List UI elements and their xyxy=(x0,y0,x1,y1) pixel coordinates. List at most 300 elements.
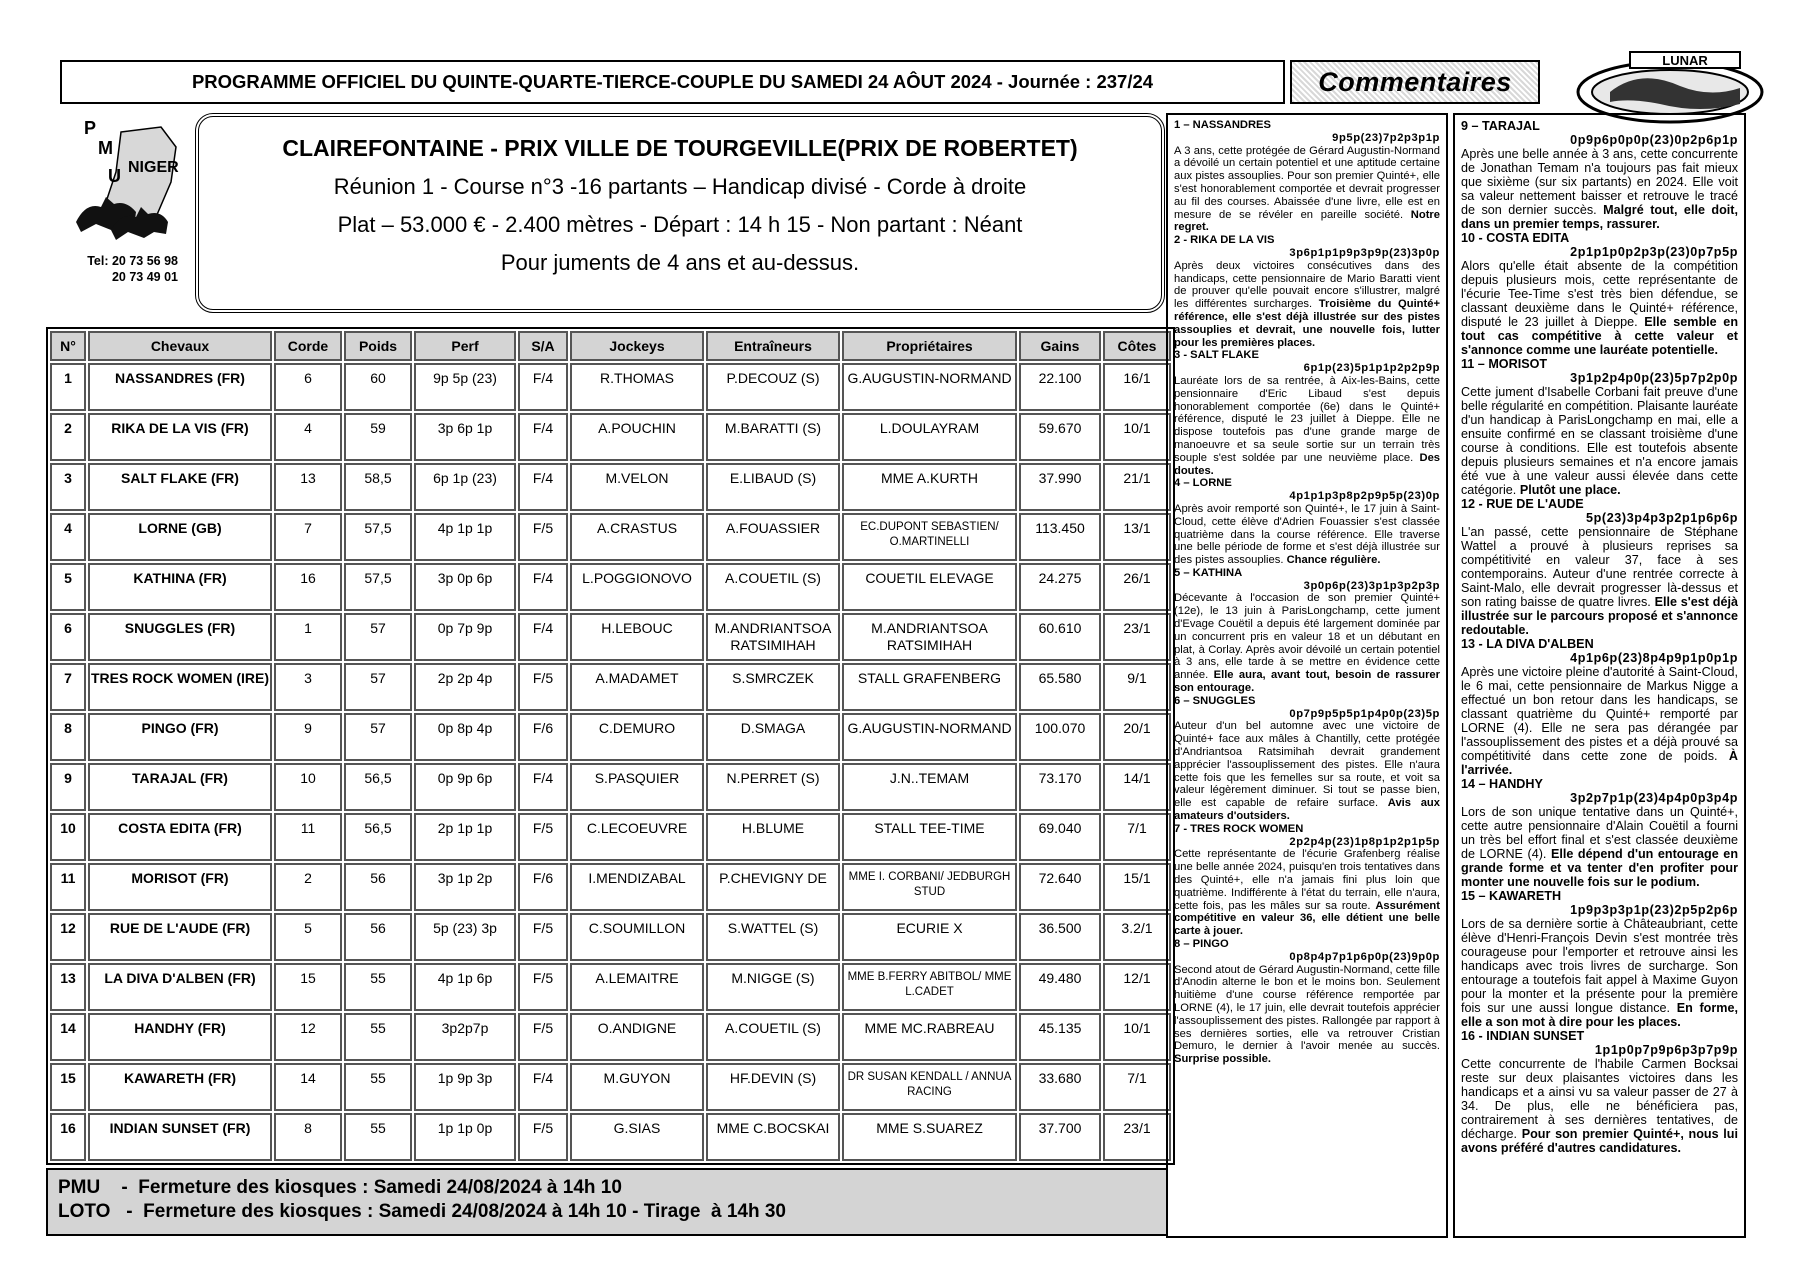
col-header-weight: Poids xyxy=(344,331,412,361)
cell-odds: 15/1 xyxy=(1103,863,1171,911)
table-row xyxy=(50,913,1171,961)
cell-earnings: 37.700 xyxy=(1019,1113,1101,1161)
cell-earnings: 60.610 xyxy=(1019,613,1101,661)
comment-performance: 4p1p6p(23)8p4p9p1p0p1p xyxy=(1570,651,1738,665)
pmu-closing: PMU - Fermeture des kiosques : Samedi 24/08/2024 à 14h 10 xyxy=(58,1177,622,1198)
comment-performance: 1p9p3p3p1p(23)2p5p2p6p xyxy=(1570,903,1738,917)
cell-weight: 56 xyxy=(344,913,412,961)
cell-num: 6 xyxy=(50,613,86,661)
cell-jockey: A.CRASTUS xyxy=(570,513,704,561)
cell-weight: 56 xyxy=(344,863,412,911)
comment-performance: 6p1p(23)5p1p1p2p2p9p xyxy=(1303,362,1440,375)
cell-weight: 60 xyxy=(344,363,412,411)
pmu-niger-logo xyxy=(66,112,196,262)
comment-text-block xyxy=(1174,720,1440,822)
cell-draw: 16 xyxy=(274,563,342,611)
cell-odds: 7/1 xyxy=(1103,1063,1171,1111)
cell-num: 13 xyxy=(50,963,86,1011)
comments-column-1 xyxy=(1166,113,1448,1238)
cell-trainer: S.WATTEL (S) xyxy=(706,913,840,961)
runners-table xyxy=(46,327,1175,1165)
cell-horse: RIKA DE LA VIS (FR) xyxy=(88,413,272,461)
cell-sex-age: F/4 xyxy=(518,763,568,811)
cell-weight: 57 xyxy=(344,663,412,711)
comment-entry xyxy=(1174,695,1440,823)
cell-horse: SNUGGLES (FR) xyxy=(88,613,272,661)
comment-verdict: Elle dépend d'un entourage en grande forme et va tenter d'en profiter pour monter une nouvelle fois sur le podium. xyxy=(1461,847,1739,889)
table-row xyxy=(50,763,1171,811)
cell-perf: 1p 1p 0p xyxy=(414,1113,516,1161)
comment-performance: 3p2p7p1p(23)4p4p0p3p4p xyxy=(1570,791,1738,805)
cell-odds: 12/1 xyxy=(1103,963,1171,1011)
cell-perf: 4p 1p 6p xyxy=(414,963,516,1011)
cell-trainer: M.ANDRIANTSOA RATSIMIHAH xyxy=(706,613,840,661)
comment-entry xyxy=(1174,938,1440,1066)
comment-text: Second atout de Gérard Augustin-Normand, cette fille d'Anodin alterne le bon et le moins bon. Seulement huitième d'une course référence remportée par LORNE (4), le 17 juin, elle devrait toutefois apprécier l'assouplissement des pistes. Rallongée par rapport à ses dernières sorties, elle va retrouver Cristian Demuro, le dernier à l'avoir menée au succès. xyxy=(1174,963,1440,1053)
comment-text: Après deux victoires consécutives dans des handicaps, cette pensionnaire de Mario Baratti vient de prouver qu'elle pouvait encore s'illustrer, malgré les différentes surcharges. xyxy=(1174,259,1440,311)
comment-performance: 0p9p6p0p0p(23)0p2p6p1p xyxy=(1570,133,1738,147)
cell-trainer: M.NIGGE (S) xyxy=(706,963,840,1011)
comment-entry xyxy=(1461,119,1738,231)
comment-horse-name: 12 - RUE DE L'AUDE xyxy=(1461,497,1584,511)
comment-text: Après avoir remporté son Quinté+, le 17 juin à Saint-Cloud, cette élève d'Adrien Fouassier s'est classée quatrième dans la course référence. Elle traverse une belle période de forme et s'est déjà illustrée sur des pistes assouplies. xyxy=(1174,502,1440,567)
cell-owner: MME MC.RABREAU xyxy=(842,1013,1017,1061)
col-header-sex-age: S/A xyxy=(518,331,568,361)
cell-sex-age: F/4 xyxy=(518,563,568,611)
comment-entry xyxy=(1174,477,1440,567)
table-row xyxy=(50,413,1171,461)
cell-trainer: MME C.BOCSKAI xyxy=(706,1113,840,1161)
cell-earnings: 33.680 xyxy=(1019,1063,1101,1111)
program-title: PROGRAMME OFFICIEL DU QUINTE-QUARTE-TIERCE-COUPLE DU SAMEDI 24 AÔUT 2024 - Journée : 237/24 xyxy=(191,71,1154,92)
cell-perf: 3p2p7p xyxy=(414,1013,516,1061)
race-conditions: Réunion 1 - Course n°3 -16 partants – Handicap divisé - Corde à droite xyxy=(333,174,1027,199)
comment-horse-name: 2 - RIKA DE LA VIS xyxy=(1174,234,1275,247)
cell-perf: 2p 2p 4p xyxy=(414,663,516,711)
comment-horse-name: 4 – LORNE xyxy=(1174,477,1232,490)
cell-jockey: A.LEMAITRE xyxy=(570,963,704,1011)
comment-entry xyxy=(1174,567,1440,695)
cell-num: 11 xyxy=(50,863,86,911)
cell-earnings: 24.275 xyxy=(1019,563,1101,611)
cell-weight: 57 xyxy=(344,713,412,761)
cell-sex-age: F/6 xyxy=(518,713,568,761)
col-header-horses: Chevaux xyxy=(88,331,272,361)
cell-owner: STALL TEE-TIME xyxy=(842,813,1017,861)
svg-text:M: M xyxy=(98,138,113,158)
cell-owner: COUETIL ELEVAGE xyxy=(842,563,1017,611)
comment-text-block xyxy=(1174,503,1440,567)
table-row xyxy=(50,863,1171,911)
comment-verdict: Chance régulière. xyxy=(1286,554,1381,567)
cell-num: 7 xyxy=(50,663,86,711)
cell-earnings: 72.640 xyxy=(1019,863,1101,911)
comment-verdict: Elle aura, avant tout, besoin de rassurer son entourage. xyxy=(1174,669,1440,695)
cell-jockey: A.MADAMET xyxy=(570,663,704,711)
cell-owner: G.AUGUSTIN-NORMAND xyxy=(842,363,1017,411)
table-row xyxy=(50,463,1171,511)
cell-sex-age: F/4 xyxy=(518,1063,568,1111)
comment-text-block xyxy=(1461,1057,1738,1155)
cell-jockey: C.DEMURO xyxy=(570,713,704,761)
comment-text-block xyxy=(1174,260,1440,350)
cell-owner: L.DOULAYRAM xyxy=(842,413,1017,461)
cell-trainer: P.CHEVIGNY DE xyxy=(706,863,840,911)
cell-trainer: A.COUETIL (S) xyxy=(706,1013,840,1061)
svg-text:U: U xyxy=(108,166,121,186)
cell-owner: MME S.SUAREZ xyxy=(842,1113,1017,1161)
cell-horse: KAWARETH (FR) xyxy=(88,1063,272,1111)
comment-performance: 5p(23)3p4p3p2p1p6p6p xyxy=(1586,511,1738,525)
comment-text: Cette jument d'Isabelle Corbani fait preuve d'une belle régularité en compétition. Plaisante lauréate d'un handicap à ParisLongchamp en mai, elle a ensuite confirmé en se classant troisième d'une course à conditions. Elle est toutefois absente depuis plusieurs semaines et n'a encore jamais été vue à une valeur aussi élevée dans cette catégorie. xyxy=(1461,385,1738,497)
comment-verdict: Troisième du Quinté+ référence, elle s'est déjà illustrée sur des pistes assouplies et devrait, une nouvelle fois, lutter pour les premières places. xyxy=(1174,298,1440,349)
telephone xyxy=(66,253,178,285)
cell-owner: STALL GRAFENBERG xyxy=(842,663,1017,711)
cell-num: 16 xyxy=(50,1113,86,1161)
cell-sex-age: F/5 xyxy=(518,913,568,961)
col-header-jockeys: Jockeys xyxy=(570,331,704,361)
cell-jockey: I.MENDIZABAL xyxy=(570,863,704,911)
cell-jockey: H.LEBOUC xyxy=(570,613,704,661)
cell-sex-age: F/5 xyxy=(518,963,568,1011)
cell-horse: LORNE (GB) xyxy=(88,513,272,561)
cell-horse: KATHINA (FR) xyxy=(88,563,272,611)
comment-text: Auteur d'un bel automne avec une victoire de Quinté+ face aux mâles à Chantilly, cette protégée d'Andriantsoa Ratsimihah devrait grandement apprécier l'assouplissement des pistes. Elle n'aura cette fois que les femelles sur sa route, et voit sa valeur légèrement diminuer. Si tout se passe bien, elle est capable de refaire surface. xyxy=(1174,720,1440,810)
comment-text: Lauréate lors de sa rentrée, à Aix-les-Bains, cette pensionnaire d'Eric Libaud s'est depuis honorablement comportée (6e) dans le Quinté+ référence, disputé le 23 juillet à Dieppe. Elle ne dispose toutefois pas d'une grande marge de manoeuvre et sa seule sortie sur un terrain très souple s'est soldée par une neuvième place. xyxy=(1174,374,1440,464)
cell-num: 3 xyxy=(50,463,86,511)
table-row xyxy=(50,813,1171,861)
comment-entry xyxy=(1461,231,1738,357)
cell-trainer: N.PERRET (S) xyxy=(706,763,840,811)
table-row xyxy=(50,363,1171,411)
table-row xyxy=(50,563,1171,611)
comment-verdict: Elle semble en tout cas compétitive à cette valeur et s'annonce comme une lauréate potentielle. xyxy=(1461,315,1739,357)
comment-horse-name: 9 – TARAJAL xyxy=(1461,119,1540,133)
table-row xyxy=(50,663,1171,711)
comment-entry xyxy=(1174,234,1440,349)
col-header-owners: Propriétaires xyxy=(842,331,1017,361)
col-header-draw: Corde xyxy=(274,331,342,361)
cell-weight: 55 xyxy=(344,1113,412,1161)
closing-times-box xyxy=(46,1168,1168,1236)
cell-earnings: 113.450 xyxy=(1019,513,1101,561)
cell-odds: 9/1 xyxy=(1103,663,1171,711)
comment-performance: 4p1p1p3p8p2p9p5p(23)0p xyxy=(1289,490,1440,503)
table-row xyxy=(50,1113,1171,1161)
cell-num: 2 xyxy=(50,413,86,461)
comment-horse-name: 3 - SALT FLAKE xyxy=(1174,349,1259,362)
comment-text: Alors qu'elle était absente de la compétition depuis plusieurs mois, cette représentante de l'écurie Tee-Time s'est très bien défendue, se classant deuxième dans le Quinté+ référence, disputé le 23 juillet à Dieppe. xyxy=(1461,259,1738,329)
cell-num: 15 xyxy=(50,1063,86,1111)
cell-jockey: S.PASQUIER xyxy=(570,763,704,811)
cell-num: 9 xyxy=(50,763,86,811)
cell-jockey: M.VELON xyxy=(570,463,704,511)
comment-entry xyxy=(1461,777,1738,889)
cell-earnings: 73.170 xyxy=(1019,763,1101,811)
cell-weight: 57 xyxy=(344,613,412,661)
table-row xyxy=(50,1063,1171,1111)
comment-entry xyxy=(1461,357,1738,497)
cell-trainer: A.FOUASSIER xyxy=(706,513,840,561)
cell-draw: 5 xyxy=(274,913,342,961)
cell-horse: INDIAN SUNSET (FR) xyxy=(88,1113,272,1161)
comment-verdict: Plutôt une place. xyxy=(1519,483,1621,497)
comment-entry xyxy=(1174,349,1440,477)
cell-sex-age: F/4 xyxy=(518,363,568,411)
comment-entry xyxy=(1461,637,1738,777)
cell-trainer: D.SMAGA xyxy=(706,713,840,761)
comment-verdict: Assurément compétitive en valeur 36, elle détient une belle carte à jouer. xyxy=(1174,899,1440,938)
cell-owner: MME I. CORBANI/ JEDBURGH STUD xyxy=(842,863,1017,911)
cell-owner: ECURIE X xyxy=(842,913,1017,961)
cell-draw: 2 xyxy=(274,863,342,911)
cell-odds: 10/1 xyxy=(1103,1013,1171,1061)
cell-draw: 3 xyxy=(274,663,342,711)
cell-horse: HANDHY (FR) xyxy=(88,1013,272,1061)
comment-text: Après une belle année à 3 ans, cette concurrente de Jonathan Temam n'a toujours pas fait mieux que sixième (sur six partants) en 2024. Elle voit sa valeur nettement baisser et retrouve le tracé de son dernier succès. xyxy=(1461,147,1738,217)
cell-draw: 4 xyxy=(274,413,342,461)
table-row xyxy=(50,1013,1171,1061)
cell-draw: 13 xyxy=(274,463,342,511)
cell-odds: 16/1 xyxy=(1103,363,1171,411)
cell-owner: G.AUGUSTIN-NORMAND xyxy=(842,713,1017,761)
loto-closing: LOTO - Fermeture des kiosques : Samedi 24/08/2024 à 14h 10 - Tirage à 14h 30 xyxy=(58,1201,786,1222)
cell-sex-age: F/5 xyxy=(518,1013,568,1061)
comment-performance: 3p1p2p4p0p(23)5p7p2p0p xyxy=(1570,371,1738,385)
comment-verdict: Elle s'est déjà illustrée sur le parcours proposé et s'annonce redoutable. xyxy=(1461,595,1738,637)
table-row xyxy=(50,713,1171,761)
cell-owner: MME B.FERRY ABITBOL/ MME L.CADET xyxy=(842,963,1017,1011)
comment-verdict: Notre regret. xyxy=(1174,208,1441,234)
col-header-earnings: Gains xyxy=(1019,331,1101,361)
comment-verdict: Malgré tout, elle doit, dans un premier temps, rassurer. xyxy=(1461,203,1738,231)
comment-text: Lors de son unique tentative dans un Quinté+, cette autre pensionnaire d'Alain Couëtil a fourni un très bel effort final et s'est classée deuxième de LORNE (4). xyxy=(1461,805,1738,861)
comment-entry xyxy=(1174,119,1440,234)
cell-draw: 6 xyxy=(274,363,342,411)
table-row xyxy=(50,513,1171,561)
cell-earnings: 22.100 xyxy=(1019,363,1101,411)
cell-perf: 0p 7p 9p xyxy=(414,613,516,661)
cell-owner: M.ANDRIANTSOA RATSIMIHAH xyxy=(842,613,1017,661)
cell-perf: 6p 1p (23) xyxy=(414,463,516,511)
cell-jockey: O.ANDIGNE xyxy=(570,1013,704,1061)
cell-sex-age: F/5 xyxy=(518,813,568,861)
table-header-row xyxy=(50,331,1171,361)
comment-horse-name: 16 - INDIAN SUNSET xyxy=(1461,1029,1585,1043)
cell-sex-age: F/4 xyxy=(518,413,568,461)
comment-text-block xyxy=(1461,805,1738,889)
cell-owner: EC.DUPONT SEBASTIEN/ O.MARTINELLI xyxy=(842,513,1017,561)
comment-text-block xyxy=(1461,525,1738,637)
comment-horse-name: 1 – NASSANDRES xyxy=(1174,119,1271,131)
cell-jockey: C.LECOEUVRE xyxy=(570,813,704,861)
comment-text-block xyxy=(1461,665,1738,777)
cell-earnings: 100.070 xyxy=(1019,713,1101,761)
cell-earnings: 65.580 xyxy=(1019,663,1101,711)
comment-horse-name: 13 - LA DIVA D'ALBEN xyxy=(1461,637,1594,651)
comments-header xyxy=(1290,60,1540,104)
cell-earnings: 69.040 xyxy=(1019,813,1101,861)
cell-sex-age: F/4 xyxy=(518,613,568,661)
cell-owner: J.N..TEMAM xyxy=(842,763,1017,811)
cell-perf: 4p 1p 1p xyxy=(414,513,516,561)
cell-odds: 3.2/1 xyxy=(1103,913,1171,961)
cell-trainer: H.BLUME xyxy=(706,813,840,861)
cell-earnings: 45.135 xyxy=(1019,1013,1101,1061)
cell-num: 4 xyxy=(50,513,86,561)
comment-text: Décevante à l'occasion de son premier Quinté+ (12e), le 13 juin à ParisLongchamp, cette jument d'Evage Couëtil a depuis été largement dominée par un concurrent pris en valeur 18 et un débutant en plat, à Corlay. Après avoir dévoilé un certain potentiel à 3 ans, elle tarde à se mettre en évidence cette année. xyxy=(1174,592,1440,682)
cell-horse: SALT FLAKE (FR) xyxy=(88,463,272,511)
cell-num: 5 xyxy=(50,563,86,611)
cell-horse: NASSANDRES (FR) xyxy=(88,363,272,411)
comment-horse-name: 6 – SNUGGLES xyxy=(1174,694,1256,707)
comment-text-block xyxy=(1461,385,1738,497)
cell-weight: 56,5 xyxy=(344,813,412,861)
cell-num: 1 xyxy=(50,363,86,411)
cell-horse: RUE DE L'AUDE (FR) xyxy=(88,913,272,961)
cell-odds: 13/1 xyxy=(1103,513,1171,561)
comments-title: Commentaires xyxy=(1318,66,1512,97)
cell-odds: 14/1 xyxy=(1103,763,1171,811)
col-header-odds: Côtes xyxy=(1103,331,1171,361)
comment-text: L'an passé, cette pensionnaire de Stéphane Wattel a prouvé à plusieurs reprises sa compétitivité en valeur 37, face à ses contemporains. Auteur d'une rentrée correcte à Saint-Malo, elle devrait progresser là-dessus et son rating baisse de quatre livres. xyxy=(1461,525,1738,609)
cell-weight: 58,5 xyxy=(344,463,412,511)
comment-text: A 3 ans, cette protégée de Gérard Augustin-Normand a dévoilé un certain potentiel et une aptitude certaine aux pistes assouplies. Pour son premier Quinté+, elle s'est honorablement comportée et devrait progresser au fil des courses. Abaissée d'une livre, elle est en mesure de se révéler en pareille société. xyxy=(1174,144,1440,221)
cell-draw: 11 xyxy=(274,813,342,861)
program-header xyxy=(60,60,1285,104)
cell-earnings: 37.990 xyxy=(1019,463,1101,511)
cell-perf: 3p 0p 6p xyxy=(414,563,516,611)
cell-perf: 9p 5p (23) xyxy=(414,363,516,411)
cell-trainer: E.LIBAUD (S) xyxy=(706,463,840,511)
cell-odds: 23/1 xyxy=(1103,613,1171,661)
cell-draw: 7 xyxy=(274,513,342,561)
comment-verdict: Pour son premier Quinté+, nous lui avons préféré d'autres candidatures. xyxy=(1461,1127,1738,1155)
comment-entry xyxy=(1461,1029,1738,1155)
cell-odds: 21/1 xyxy=(1103,463,1171,511)
comment-text-block xyxy=(1174,964,1440,1066)
comment-text-block xyxy=(1174,848,1440,938)
cell-weight: 55 xyxy=(344,1013,412,1061)
col-header-trainers: Entraîneurs xyxy=(706,331,840,361)
cell-jockey: C.SOUMILLON xyxy=(570,913,704,961)
comment-text-block xyxy=(1174,375,1440,477)
cell-odds: 23/1 xyxy=(1103,1113,1171,1161)
cell-horse: PINGO (FR) xyxy=(88,713,272,761)
comment-performance: 3p6p1p1p9p3p9p(23)3p0p xyxy=(1289,246,1440,259)
cell-earnings: 36.500 xyxy=(1019,913,1101,961)
cell-jockey: A.POUCHIN xyxy=(570,413,704,461)
svg-text:NIGER: NIGER xyxy=(128,159,179,176)
cell-horse: MORISOT (FR) xyxy=(88,863,272,911)
lunar-logo-text: LUNAR xyxy=(1662,53,1708,68)
cell-horse: COSTA EDITA (FR) xyxy=(88,813,272,861)
cell-perf: 3p 1p 2p xyxy=(414,863,516,911)
cell-horse: LA DIVA D'ALBEN (FR) xyxy=(88,963,272,1011)
comment-horse-name: 7 - TRES ROCK WOMEN xyxy=(1174,822,1304,835)
race-details: Plat – 53.000 € - 2.400 mètres - Départ : 14 h 15 - Non partant : Néant xyxy=(337,212,1023,237)
tel-line-1: Tel: 20 73 56 98 xyxy=(87,254,178,268)
cell-sex-age: F/4 xyxy=(518,463,568,511)
comment-verdict: À l'arrivée. xyxy=(1461,749,1739,777)
cell-perf: 3p 6p 1p xyxy=(414,413,516,461)
cell-draw: 12 xyxy=(274,1013,342,1061)
cell-perf: 2p 1p 1p xyxy=(414,813,516,861)
comment-performance: 3p0p6p(23)3p1p3p2p3p xyxy=(1303,579,1440,592)
cell-odds: 26/1 xyxy=(1103,563,1171,611)
cell-draw: 9 xyxy=(274,713,342,761)
cell-perf: 1p 9p 3p xyxy=(414,1063,516,1111)
comment-performance: 2p1p1p0p2p3p(23)0p7p5p xyxy=(1570,245,1738,259)
comment-horse-name: 10 - COSTA EDITA xyxy=(1461,231,1570,245)
cell-odds: 20/1 xyxy=(1103,713,1171,761)
cell-draw: 15 xyxy=(274,963,342,1011)
comment-text: Après une victoire pleine d'autorité à Saint-Cloud, le 6 mai, cette pensionnaire de Markus Nigge a effectué un bon retour dans les handicaps, se classant quatrième du Quinté+ remporté par LORNE (4). Elle ne sera pas dérangée par l'assouplissement des pistes et a déjà prouvé sa compétitivité dans cette zone de poids. xyxy=(1461,665,1738,763)
cell-weight: 55 xyxy=(344,963,412,1011)
comments-column-2 xyxy=(1453,113,1746,1238)
cell-odds: 10/1 xyxy=(1103,413,1171,461)
comment-verdict: Surprise possible. xyxy=(1174,1053,1271,1066)
cell-trainer: P.DECOUZ (S) xyxy=(706,363,840,411)
cell-perf: 0p 8p 4p xyxy=(414,713,516,761)
comment-text: Lors de sa dernière sortie à Châteaubriant, cette élève d'Henri-François Devin s'est montrée très courageuse pour l'emporter et retrouve ainsi les handicaps avec trois livres de surcharge. Son entourage a toutefois fait appel à Maxime Guyon pour la monter et la présente pour la première fois sur une aussi longue distance. xyxy=(1461,917,1738,1015)
cell-horse: TARAJAL (FR) xyxy=(88,763,272,811)
cell-owner: MME A.KURTH xyxy=(842,463,1017,511)
cell-jockey: G.SIAS xyxy=(570,1113,704,1161)
cell-trainer: M.BARATTI (S) xyxy=(706,413,840,461)
cell-odds: 7/1 xyxy=(1103,813,1171,861)
cell-weight: 57,5 xyxy=(344,513,412,561)
cell-weight: 55 xyxy=(344,1063,412,1111)
cell-earnings: 49.480 xyxy=(1019,963,1101,1011)
col-header-perf: Perf xyxy=(414,331,516,361)
cell-perf: 0p 9p 6p xyxy=(414,763,516,811)
comment-performance: 2p2p4p(23)1p8p1p2p1p5p xyxy=(1289,835,1440,848)
cell-trainer: A.COUETIL (S) xyxy=(706,563,840,611)
cell-num: 14 xyxy=(50,1013,86,1061)
comment-text-block xyxy=(1461,917,1738,1029)
comment-horse-name: 5 – KATHINA xyxy=(1174,566,1243,579)
comment-verdict: En forme, elle a son mot à dire pour les places. xyxy=(1461,1001,1738,1029)
table-row xyxy=(50,963,1171,1011)
comment-performance: 0p8p4p7p1p6p0p(23)9p0p xyxy=(1289,950,1440,963)
cell-jockey: L.POGGIONOVO xyxy=(570,563,704,611)
cell-horse: TRES ROCK WOMEN (IRE) xyxy=(88,663,272,711)
cell-num: 10 xyxy=(50,813,86,861)
cell-trainer: HF.DEVIN (S) xyxy=(706,1063,840,1111)
race-info-box xyxy=(195,113,1165,313)
cell-trainer: S.SMRCZEK xyxy=(706,663,840,711)
cell-draw: 8 xyxy=(274,1113,342,1161)
comment-horse-name: 8 – PINGO xyxy=(1174,938,1229,950)
cell-perf: 5p (23) 3p xyxy=(414,913,516,961)
col-header-num: N° xyxy=(50,331,86,361)
comment-entry xyxy=(1461,889,1738,1029)
comment-horse-name: 14 – HANDHY xyxy=(1461,777,1543,791)
comment-text-block xyxy=(1461,259,1738,357)
cell-weight: 59 xyxy=(344,413,412,461)
cell-draw: 14 xyxy=(274,1063,342,1111)
comment-performance: 9p5p(23)7p2p3p1p xyxy=(1332,131,1440,144)
cell-draw: 10 xyxy=(274,763,342,811)
table-row xyxy=(50,613,1171,661)
comment-horse-name: 15 – KAWARETH xyxy=(1461,889,1562,903)
comment-performance: 1p1p0p7p9p6p3p7p9p xyxy=(1594,1043,1738,1057)
comment-text-block xyxy=(1174,592,1440,694)
cell-weight: 56,5 xyxy=(344,763,412,811)
comment-horse-name: 11 – MORISOT xyxy=(1461,357,1548,371)
race-title: CLAIREFONTAINE - PRIX VILLE DE TOURGEVILLE(PRIX DE ROBERTET) xyxy=(282,135,1078,161)
